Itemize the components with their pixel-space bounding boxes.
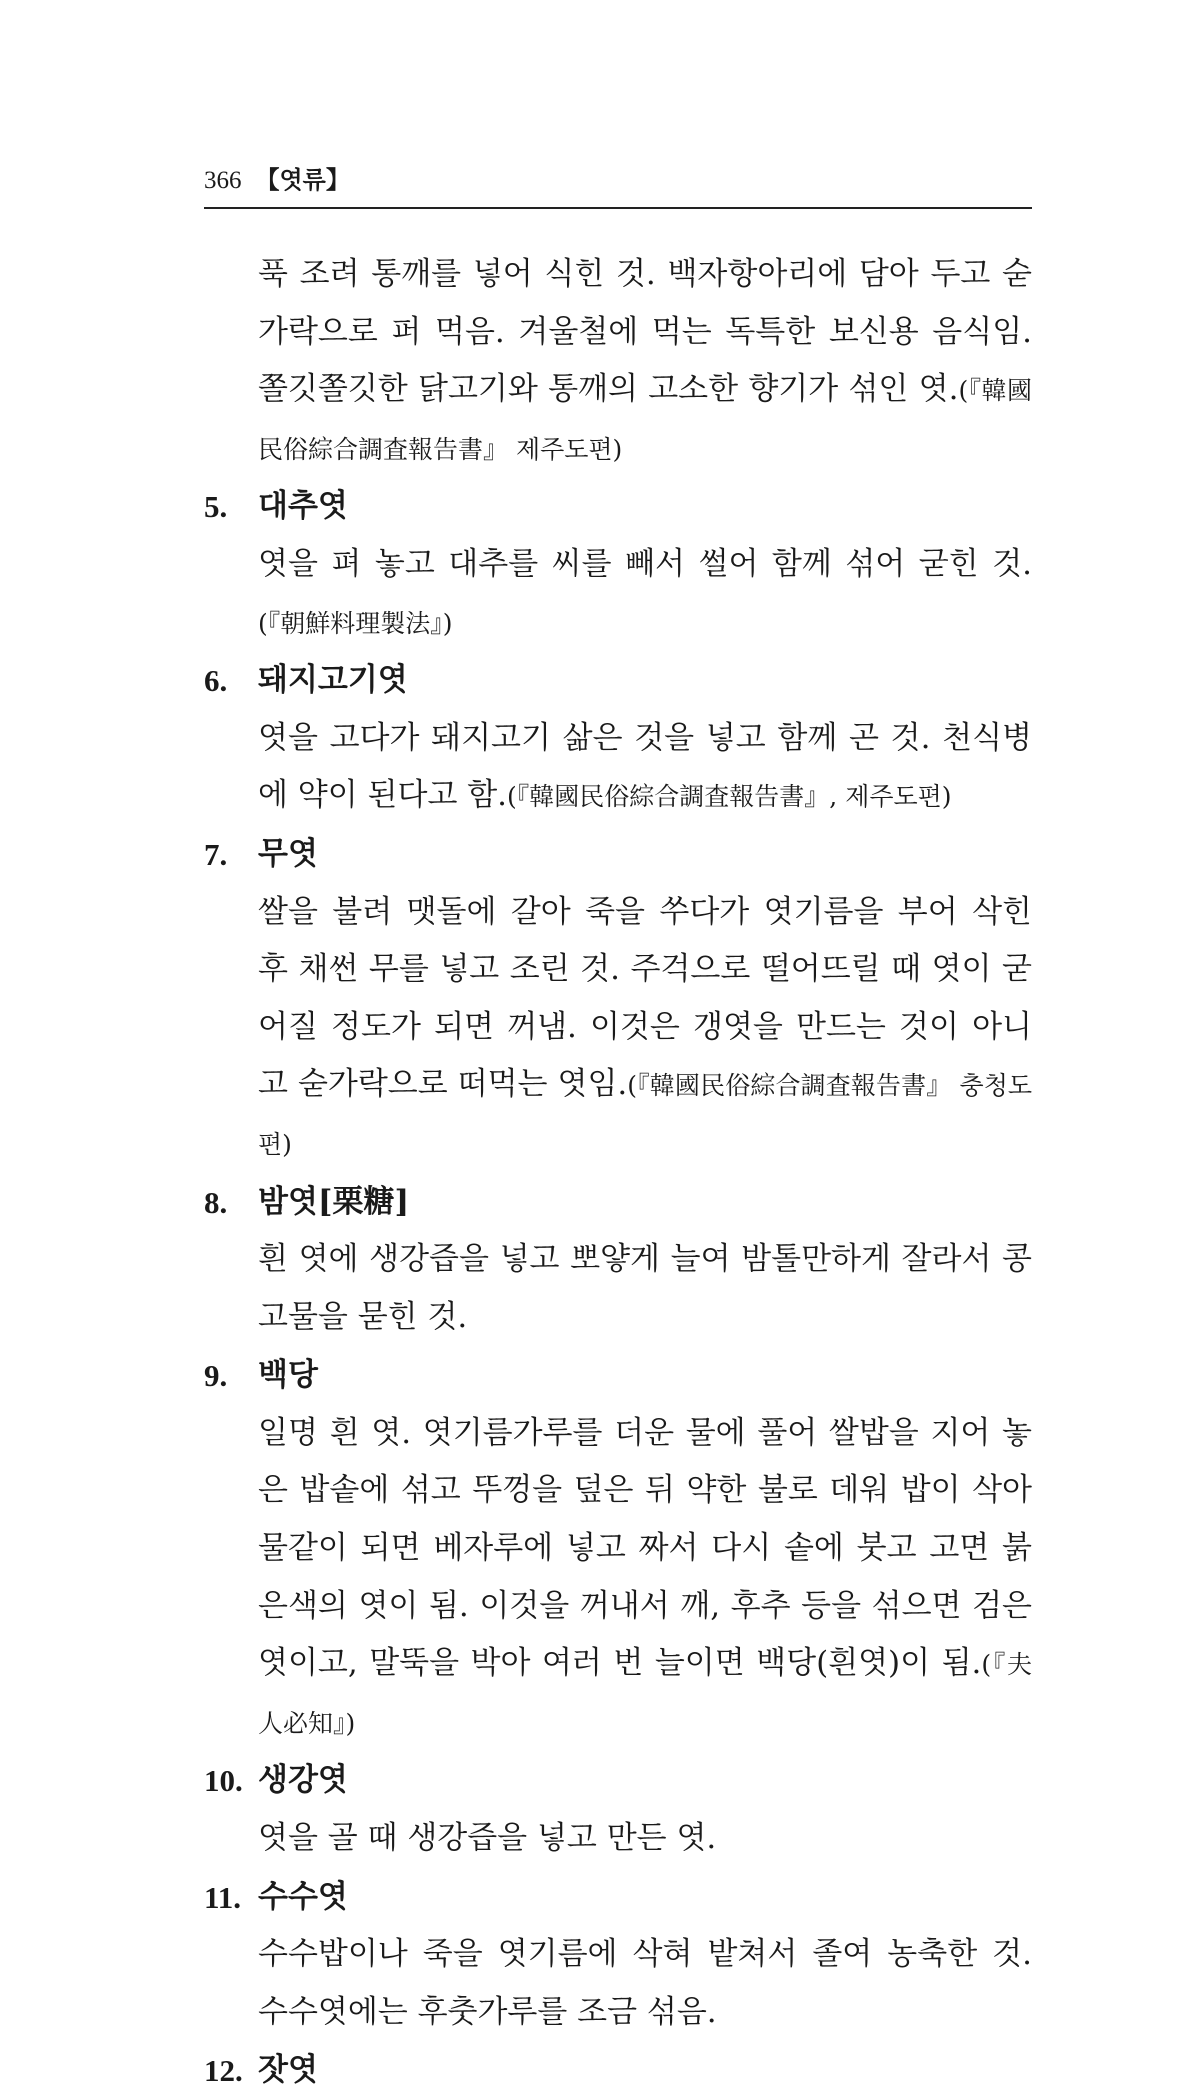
- section-title: 【엿류】: [255, 165, 350, 194]
- entry-number: 10.: [204, 1763, 243, 1799]
- entry-name: 생강엿: [258, 1762, 348, 1799]
- entry: [204, 1347, 1032, 1752]
- source-citation: (『韓國民俗綜合調査報告書』 제주도편): [258, 376, 1032, 464]
- entry-description: [204, 710, 1032, 826]
- entry-number: 6.: [204, 663, 228, 699]
- entry-number: 9.: [204, 1358, 228, 1394]
- entry: [204, 826, 1032, 1174]
- entry-description: [204, 1810, 1032, 1869]
- entry-description: [204, 536, 1032, 652]
- source-citation: (『韓國民俗綜合調査報告書』 충청도편): [258, 1071, 1032, 1159]
- entry-name: 대추엿: [258, 488, 348, 525]
- entry: [204, 1869, 1032, 2043]
- entry-text: 흰 엿에 생강즙을 넣고 뽀얗게 늘여 밤톨만하게 잘라서 콩고물을 묻힌 것.: [258, 1241, 1032, 1335]
- entry-description: [204, 1231, 1032, 1347]
- entry-name: 수수엿: [258, 1878, 348, 1915]
- entry: [204, 478, 1032, 652]
- page-number: 366: [204, 167, 242, 194]
- entry-name: 백당: [258, 1357, 318, 1394]
- entry-text: 수수밥이나 죽을 엿기름에 삭혀 밭쳐서 졸여 농축한 것. 수수엿에는 후춧가루를 조금 섞음.: [258, 1936, 1032, 2030]
- entry-text: 엿을 골 때 생강즙을 넣고 만든 엿.: [258, 1820, 717, 1857]
- continued-text: 푹 조려 통깨를 넣어 식힌 것. 백자항아리에 담아 두고 숟가락으로 퍼 먹음. 겨울철에 먹는 독특한 보신용 음식임. 쫄깃쫄깃한 닭고기와 통깨의 고소한 향기가 섞인 엿.: [258, 256, 1032, 408]
- continued-paragraph: [204, 246, 1032, 478]
- source-citation: (『夫人必知』): [258, 1650, 1032, 1738]
- entry-title: [204, 1347, 1032, 1405]
- entry-title: [204, 826, 1032, 884]
- entry-title: [204, 652, 1032, 710]
- entry-name: 잣엿: [258, 2052, 318, 2089]
- entry-title: [204, 1752, 1032, 1810]
- entry-name: 돼지고기엿: [258, 662, 408, 699]
- page-header: [204, 160, 1032, 209]
- entry-text: 쌀을 불려 맷돌에 갈아 죽을 쑤다가 엿기름을 부어 삭힌 후 채썬 무를 넣고 조린 것. 주걱으로 떨어뜨릴 때 엿이 굳어질 정도가 되면 꺼냄. 이것은 갱엿을 만드는 것이 아니고 숟가락으로 떠먹는 엿임.: [258, 893, 1032, 1103]
- source-citation: (『朝鮮料理製法』): [258, 608, 453, 638]
- entry: [204, 1174, 1032, 1348]
- entry-number: 5.: [204, 489, 228, 525]
- entry-number: 12.: [204, 2053, 243, 2089]
- entry-name: 밤엿[栗糖]: [258, 1183, 410, 1220]
- entry-text: 일명 흰 엿. 엿기름가루를 더운 물에 풀어 쌀밥을 지어 놓은 밥솥에 섞고 뚜껑을 덮은 뒤 약한 불로 데워 밥이 삭아 물같이 되면 베자루에 넣고 짜서 다시 솥에 붓고 고면 붉은색의 엿이 됨. 이것을 꺼내서 깨, 후추 등을 섞으면 검은 엿이고, 말뚝을 박아 여러 번 늘이면 백당(흰엿)이 됨.: [258, 1414, 1032, 1682]
- entry-description: [204, 1926, 1032, 2042]
- page-body: [204, 246, 1032, 2100]
- entry-number: 11.: [204, 1879, 242, 1915]
- source-citation: (『韓國民俗綜合調査報告書』, 제주도편): [507, 782, 952, 812]
- entry: [204, 652, 1032, 826]
- entry-description: [204, 1405, 1032, 1753]
- entry-number: 7.: [204, 836, 228, 872]
- entry-text: 엿을 펴 놓고 대추를 씨를 빼서 썰어 함께 섞어 굳힌 것.: [258, 545, 1032, 582]
- entry: [204, 2042, 1032, 2100]
- entry-description: [204, 884, 1032, 1174]
- entry-title: [204, 1174, 1032, 1232]
- entry: [204, 1752, 1032, 1868]
- entry-title: [204, 1869, 1032, 1927]
- entry-title: [204, 2042, 1032, 2100]
- entry-text: 엿을 고다가 돼지고기 삶은 것을 넣고 함께 곤 것. 천식병에 약이 된다고 함.: [258, 719, 1032, 814]
- entry-name: 무엿: [258, 835, 318, 872]
- entry-title: [204, 478, 1032, 536]
- entry-number: 8.: [204, 1184, 228, 1220]
